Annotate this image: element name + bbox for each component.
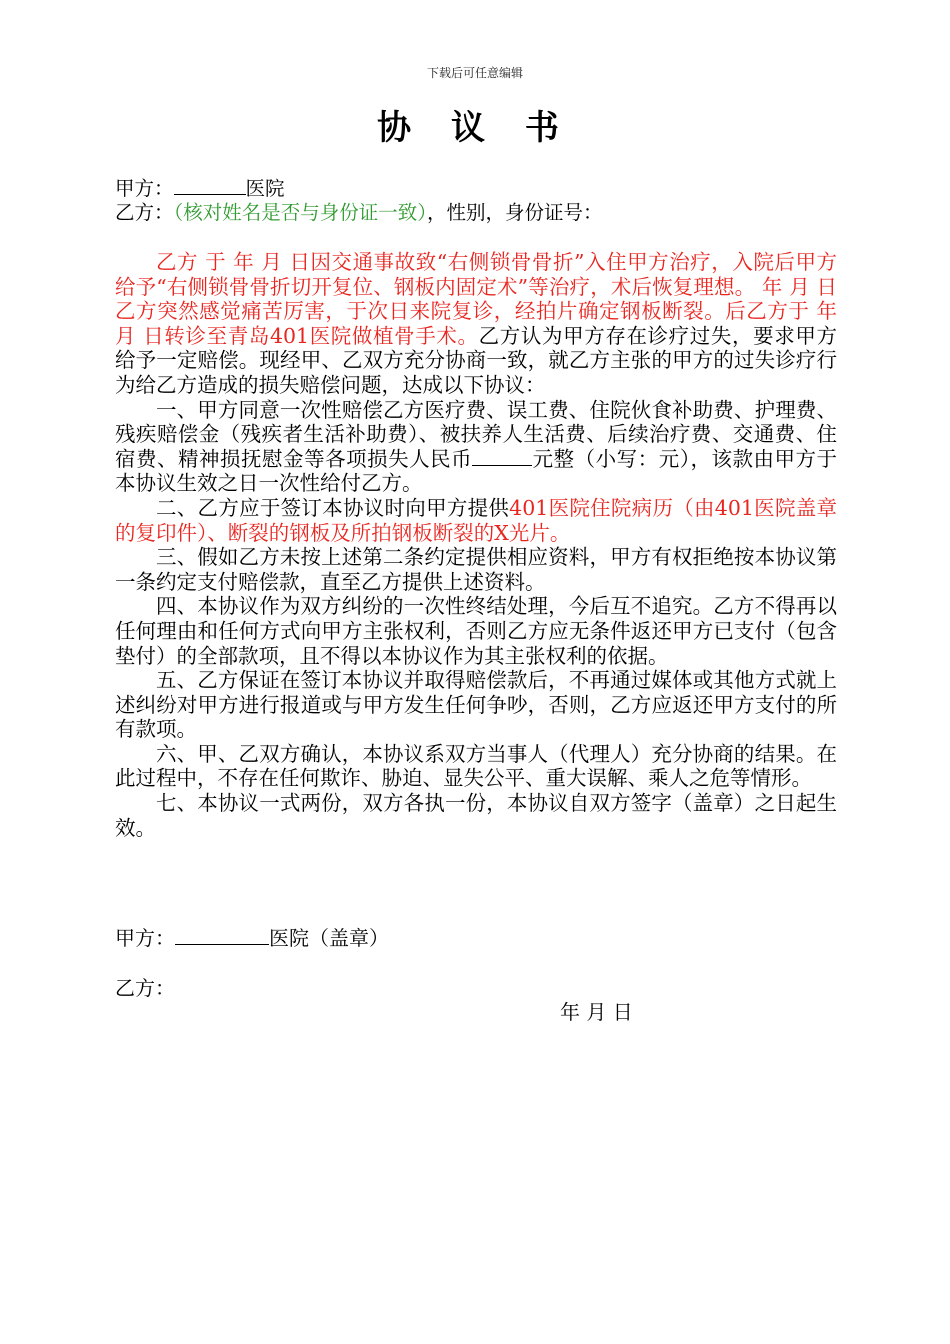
party-b-signature <box>115 972 175 1001</box>
clause-2-materials: 401医院住院病历（由401医院盖章的复印件）、断裂的钢板及所拍钢板断裂的X光片。 <box>115 495 837 545</box>
party-b-rest: ，性别，身份证号： <box>427 201 603 224</box>
party-b-note: （核对姓名是否与身份证一致） <box>173 201 428 224</box>
negotiation-statement: 乙方认为甲方存在诊疗过失，要求甲方给予一定赔偿。现经甲、乙双方充分协商一致，就乙方主张的甲方的过失诊疗行为给乙方造成的损失赔偿问题，达成以下协议： <box>115 323 837 397</box>
party-a-line <box>115 176 285 201</box>
clause-1 <box>115 398 837 496</box>
clause-6: 六、甲、乙双方确认，本协议系双方当事人（代理人）充分协商的结果。在此过程中，不存在任何欺诈、胁迫、显失公平、重大误解、乘人之危等情形。 <box>115 741 837 791</box>
amount-blank <box>472 447 532 466</box>
party-a-suffix: 医院 <box>245 177 285 200</box>
agreement-body <box>115 250 837 840</box>
clause-2-text: 二、乙方应于签订本协议时向甲方提供 <box>156 495 510 520</box>
party-a-signature <box>115 922 389 951</box>
clause-5: 五、乙方保证在签订本协议并取得赔偿款后，不再通过媒体或其他方式就上述纠纷对甲方进行报道或与甲方发生任何争吵，否则，乙方应返还甲方支付的所有款项。 <box>115 668 837 742</box>
page-title: 协 议 书 <box>377 108 573 148</box>
clause-1-text-end: 元整（小写：元），该款由甲方于本协议生效之日一次性给付乙方。 <box>115 446 838 496</box>
incident-description: 乙方 于 年 月 日因交通事故致“右侧锁骨骨折”入住甲方治疗，入院后甲方给予“右侧锁骨骨折切开复位、钢板内固定术”等治疗，术后恢复理想。 年 月 日乙方突然感觉痛苦厉害，于次日来院复诊，经拍片确定钢板断裂。后乙方于 年 月 日转诊至青岛401医院做植骨手术。 <box>115 250 837 348</box>
party-b-line <box>115 201 603 225</box>
party-b-signature-label: 乙方： <box>115 976 175 1000</box>
party-a-label: 甲方： <box>115 177 174 200</box>
party-a-signature-blank <box>175 926 269 945</box>
header-note: 下载后可任意编辑 <box>426 66 523 80</box>
party-a-signature-label: 甲方： <box>115 926 175 950</box>
clause-7: 七、本协议一式两份，双方各执一份，本协议自双方签字（盖章）之日起生效。 <box>115 791 837 840</box>
clause-2 <box>115 496 837 545</box>
party-b-label: 乙方： <box>115 201 174 224</box>
signing-date: 年 月 日 <box>560 1000 633 1024</box>
party-a-blank <box>174 176 246 195</box>
clause-1-text: 一、甲方同意一次性赔偿乙方医疗费、误工费、住院伙食补助费、护理费、残疾赔偿金（残疾者生活补助费）、被扶养人生活费、后续治疗费、交通费、住宿费、精神损抚慰金等各项损失人民币 <box>115 397 837 471</box>
intro-paragraph <box>115 250 837 398</box>
clause-4: 四、本协议作为双方纠纷的一次性终结处理，今后互不追究。乙方不得再以任何理由和任何方式向甲方主张权利，否则乙方应无条件返还甲方已支付（包含垫付）的全部款项，且不得以本协议作为其主张权利的依据。 <box>115 594 837 668</box>
clause-3: 三、假如乙方未按上述第二条约定提供相应资料，甲方有权拒绝按本协议第一条约定支付赔偿款，直至乙方提供上述资料。 <box>115 545 837 594</box>
party-a-signature-suffix: 医院（盖章） <box>269 926 389 950</box>
